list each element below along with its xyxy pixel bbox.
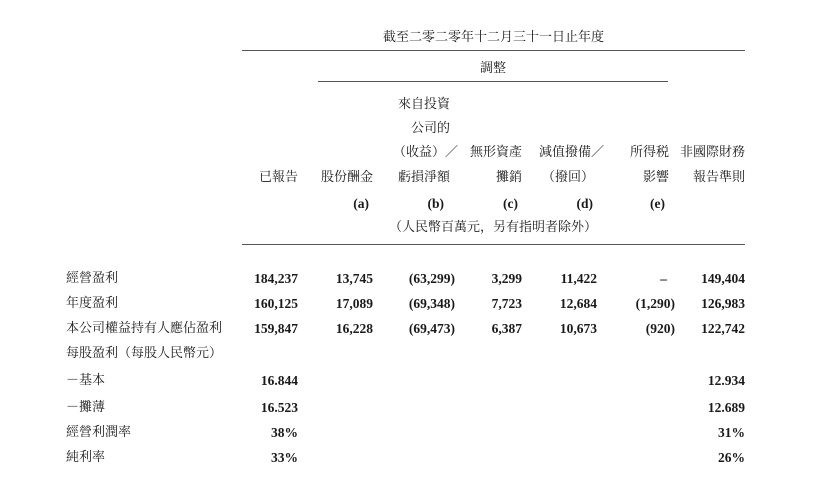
- table-cell: 10,673: [559, 321, 597, 336]
- column-header-tax-line2: 影響: [642, 170, 669, 185]
- row-label-eps-diluted: －攤薄: [66, 400, 106, 415]
- row-label-eps-basic: －基本: [66, 373, 106, 388]
- table-cell: (63,299): [408, 271, 455, 286]
- table-cell: (69,473): [408, 321, 455, 336]
- table-cell: 26%: [718, 450, 745, 465]
- row-label-operating-profit: 經營盈利: [66, 271, 119, 286]
- column-header-impairment-line1: 減值撥備／: [538, 145, 604, 160]
- adjustments-header: 調整: [479, 61, 506, 76]
- table-cell: –: [660, 271, 667, 286]
- row-label-operating-margin: 經營利潤率: [66, 425, 132, 440]
- column-header-non-ifrs-line2: 報告準則: [692, 170, 745, 185]
- period-header: 截至二零二零年十二月三十一日止年度: [382, 30, 604, 45]
- table-cell: 149,404: [701, 271, 745, 286]
- table-cell: 38%: [271, 425, 298, 440]
- table-cell: 12.689: [707, 400, 745, 415]
- table-cell: 6,387: [491, 321, 522, 336]
- header-bottom-rule: [242, 244, 745, 245]
- column-code-c: (c): [503, 196, 518, 211]
- table-cell: 31%: [718, 425, 745, 440]
- row-label-profit-attributable: 本公司權益持有人應佔盈利: [66, 321, 223, 336]
- column-header-impairment-line2: （撥回）: [541, 170, 594, 185]
- column-code-b: (b): [427, 196, 444, 211]
- table-cell: 13,745: [335, 271, 373, 286]
- row-label-eps: 每股盈利（每股人民幣元）: [66, 346, 223, 361]
- column-code-a: (a): [353, 196, 369, 211]
- column-code-e: (e): [650, 196, 665, 211]
- table-cell: (1,290): [635, 296, 675, 311]
- column-header-investee-line3: （收益）／: [392, 145, 458, 160]
- column-header-investee-line1: 來自投資: [397, 97, 450, 112]
- table-cell: 184,237: [254, 271, 298, 286]
- column-header-investee-line2: 公司的: [410, 121, 450, 136]
- table-cell: 16,228: [335, 321, 373, 336]
- table-cell: 12.934: [707, 373, 745, 388]
- table-cell: 11,422: [560, 271, 597, 286]
- table-cell: 159,847: [254, 321, 298, 336]
- column-header-investee-line4: 虧損淨額: [397, 170, 450, 185]
- unit-note: （人民幣百萬元，另有指明者除外）: [389, 220, 598, 235]
- column-code-d: (d): [576, 196, 593, 211]
- row-label-profit-for-year: 年度盈利: [66, 296, 119, 311]
- table-cell: 33%: [271, 450, 298, 465]
- table-cell: 3,299: [491, 271, 522, 286]
- table-cell: (69,348): [408, 296, 455, 311]
- column-header-share-comp: 股份酬金: [320, 170, 373, 185]
- table-cell: 7,723: [491, 296, 522, 311]
- column-header-tax-line1: 所得税: [629, 145, 669, 160]
- table-cell: 17,089: [335, 296, 373, 311]
- table-cell: 160,125: [254, 296, 298, 311]
- row-label-net-margin: 純利率: [66, 450, 106, 465]
- table-cell: 16.844: [260, 373, 298, 388]
- column-header-non-ifrs-line1: 非國際財務: [679, 145, 745, 160]
- table-cell: 122,742: [701, 321, 745, 336]
- column-header-amortisation-line2: 攤銷: [495, 170, 522, 185]
- table-cell: 16.523: [260, 400, 298, 415]
- period-rule: [242, 50, 745, 51]
- adjustments-rule: [318, 81, 668, 82]
- column-header-reported: 已報告: [258, 170, 298, 185]
- table-cell: 12,684: [559, 296, 597, 311]
- table-cell: 126,983: [701, 296, 745, 311]
- column-header-amortisation-line1: 無形資產: [469, 145, 522, 160]
- table-cell: (920): [645, 321, 675, 336]
